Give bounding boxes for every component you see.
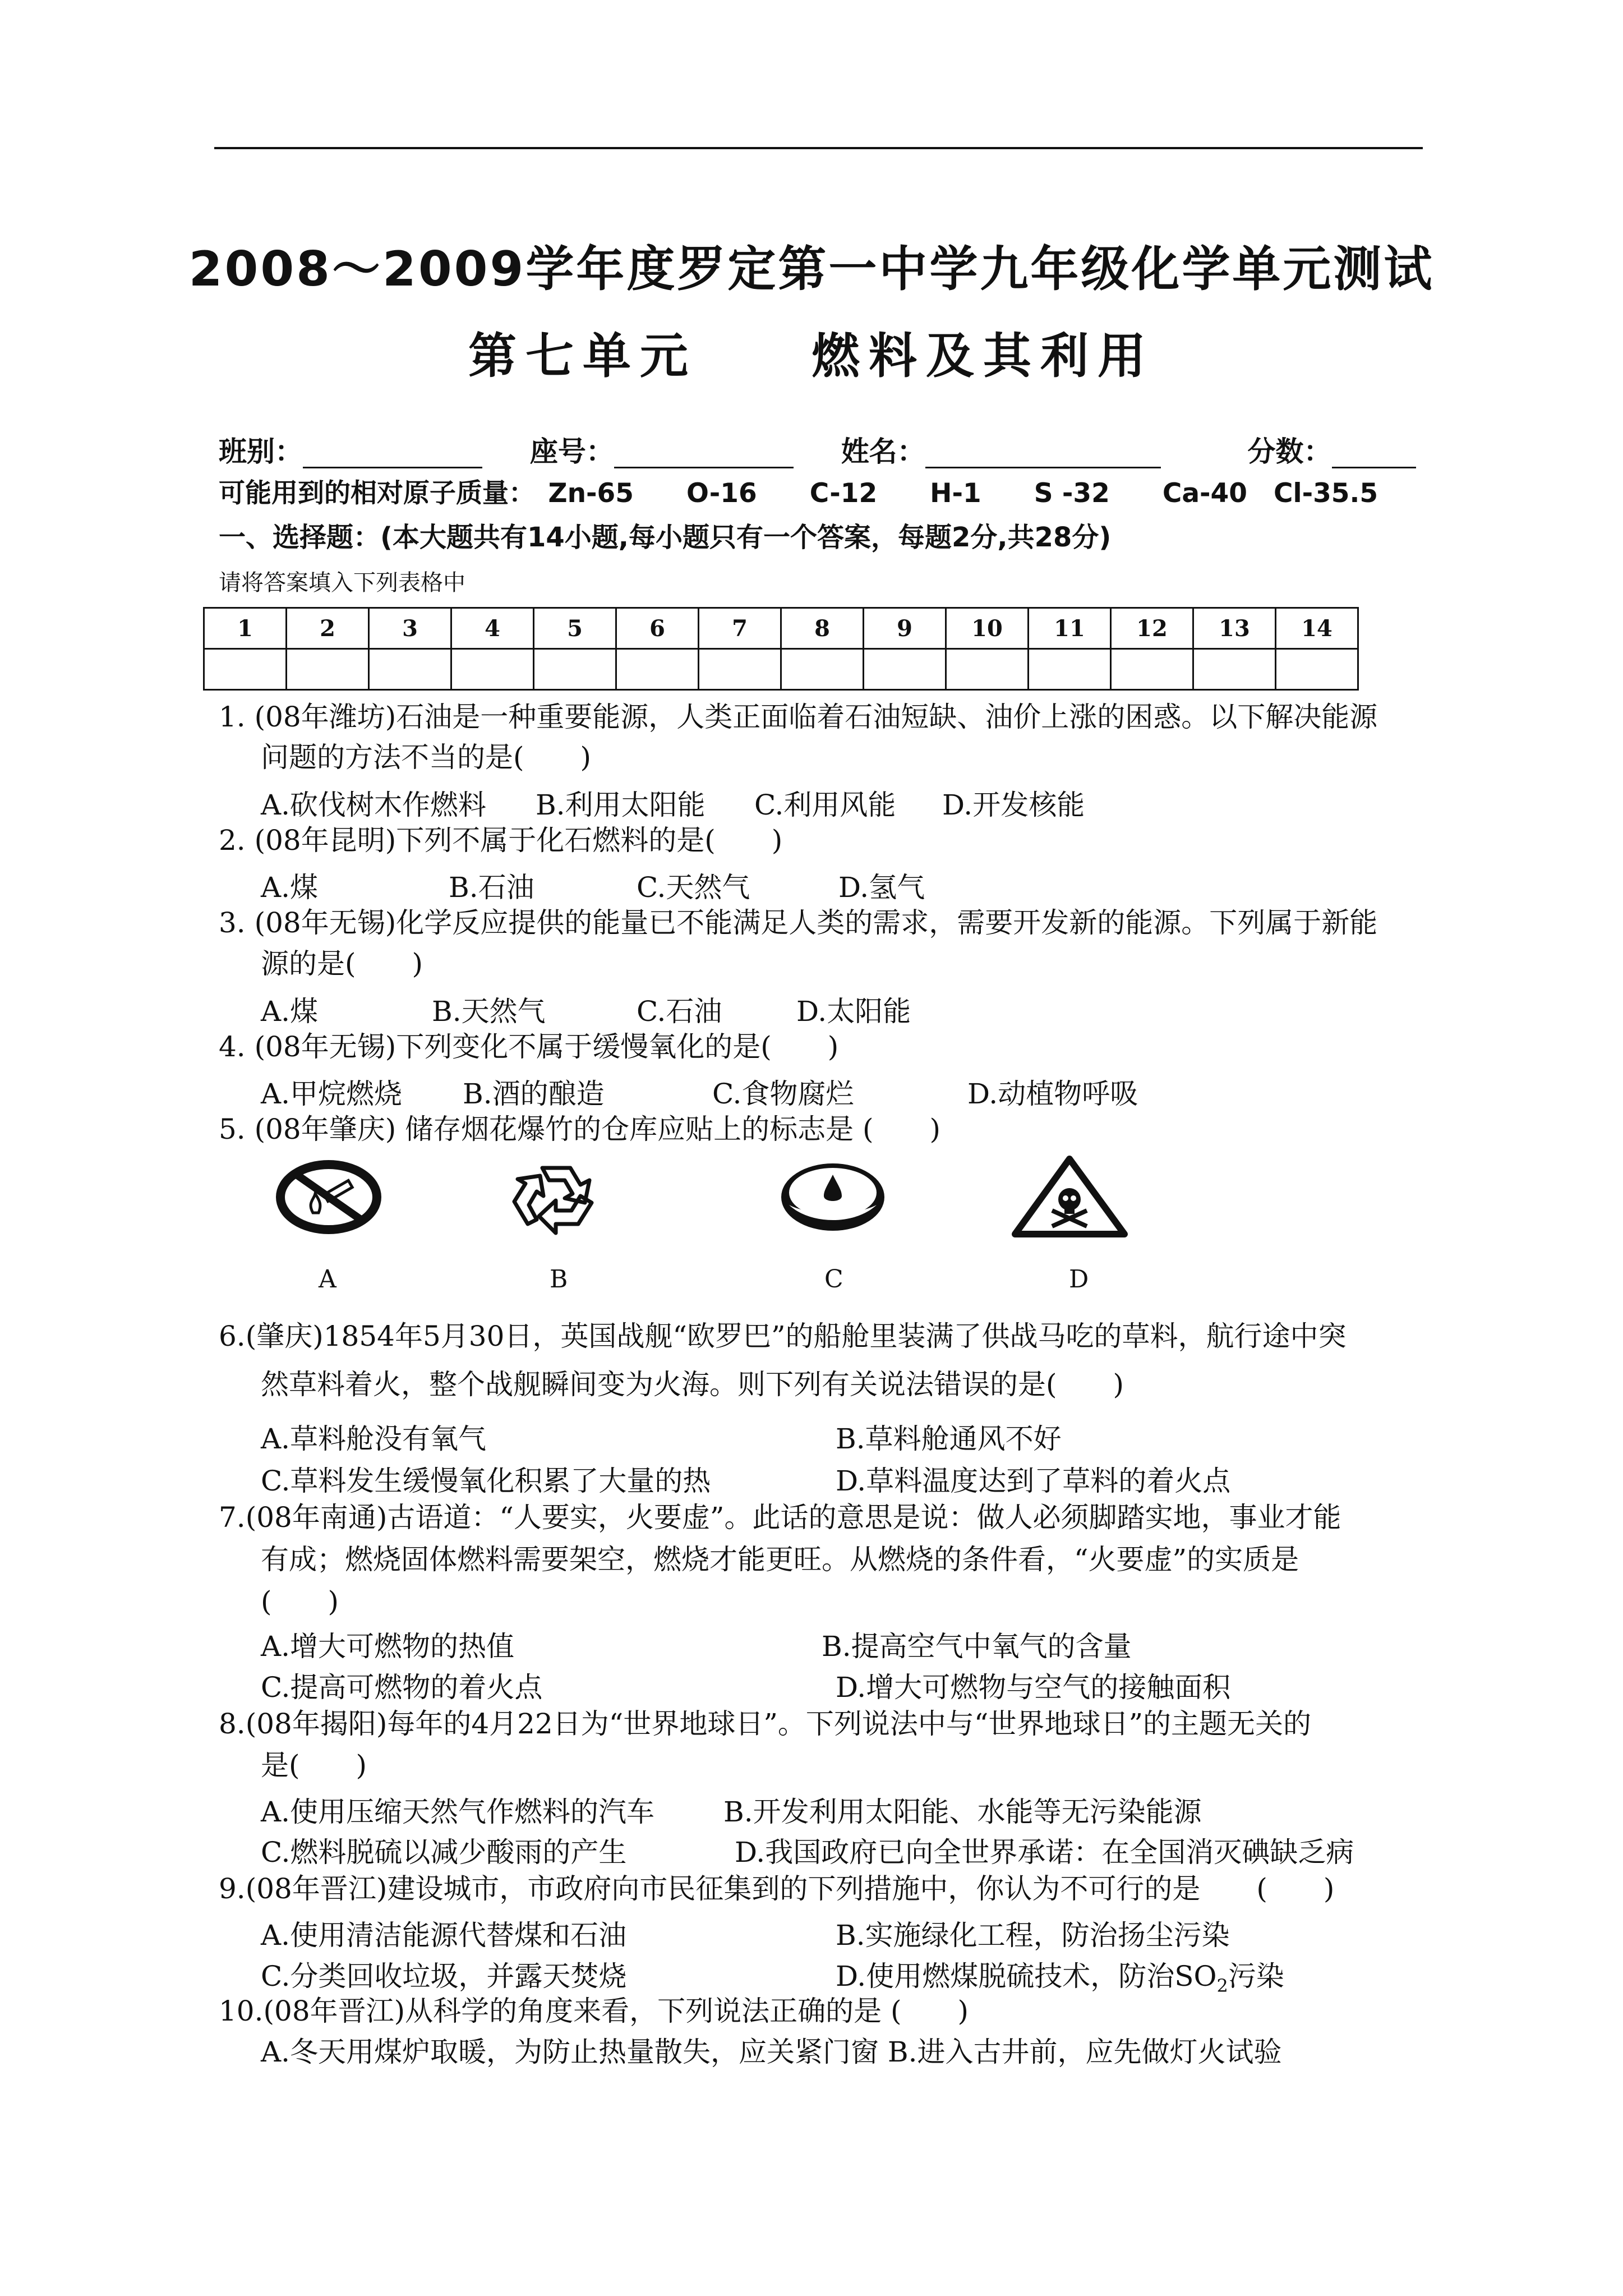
q7-option-d: D.增大可燃物与空气的接触面积 [836, 1671, 1231, 1704]
answer-header-cell: 1 [204, 608, 287, 649]
q7-stem: 7.(08年南通)古语道：“人要实，火要虚”。此话的意思是说：做人必须脚踏实地，事业才能 [219, 1501, 1341, 1534]
q1-option-c: C.利用风能 [754, 789, 896, 821]
answer-header-cell: 6 [616, 608, 699, 649]
q9-stem: 9.(08年晋江)建设城市，市政府向市民征集到的下列措施中，你认为不可行的是 ( ) [219, 1872, 1335, 1905]
answer-cell[interactable] [369, 649, 451, 690]
q2-option-b: B.石油 [449, 871, 534, 904]
seat-field[interactable] [614, 440, 794, 468]
q6-option-a: A.草料舱没有氧气 [261, 1423, 487, 1455]
q4-stem: 4. (08年无锡)下列变化不属于缓慢氧化的是( ) [219, 1030, 839, 1063]
answer-cell[interactable] [864, 649, 946, 690]
q4-option-a: A.甲烷燃烧 [261, 1078, 403, 1110]
q6-option-c: C.草料发生缓慢氧化积累了大量的热 [261, 1465, 711, 1497]
section-heading: 一、选择题：(本大题共有14小题,每小题只有一个答案，每题2分,共28分) [219, 522, 1112, 553]
answer-cell[interactable] [781, 649, 864, 690]
answer-header-cell: 4 [451, 608, 534, 649]
q7-option-b: B.提高空气中氧气的含量 [822, 1630, 1132, 1663]
student-info-row [219, 435, 1416, 468]
unit-title: 第七单元 燃料及其利用 [468, 328, 1155, 384]
q6-stem-cont: 然草料着火，整个战舰瞬间变为火海。则下列有关说法错误的是( ) [261, 1368, 1124, 1401]
score-field[interactable] [1332, 440, 1416, 468]
q10-options-line: A.冬天用煤炉取暖，为防止热量散失，应关紧门窗 B.进入古井前，应先做灯火试验 [261, 2036, 1282, 2068]
class-label: 班别： [219, 435, 303, 468]
q3-option-c: C.石油 [637, 995, 722, 1028]
q3-stem: 3. (08年无锡)化学反应提供的能量已不能满足人类的需求，需要开发新的能源。下列属于新能 [219, 907, 1378, 939]
answer-cell[interactable] [534, 649, 616, 690]
table-note: 请将答案填入下列表格中 [219, 570, 465, 596]
q2-stem: 2. (08年昆明)下列不属于化石燃料的是( ) [219, 824, 783, 857]
answer-cell[interactable] [1276, 649, 1358, 690]
q1-option-b: B.利用太阳能 [536, 789, 706, 821]
q6-stem: 6.(肇庆)1854年5月30日，英国战舰“欧罗巴”的船舱里装满了供战马吃的草料，航行途中突 [219, 1320, 1347, 1352]
q3-option-a: A.煤 [261, 995, 319, 1028]
answer-cell[interactable] [616, 649, 699, 690]
answer-cell[interactable] [699, 649, 781, 690]
q6-option-d: D.草料温度达到了草料的着火点 [836, 1465, 1231, 1497]
answer-header-cell: 9 [864, 608, 946, 649]
answer-header-cell: 3 [369, 608, 451, 649]
q2-option-a: A.煤 [261, 871, 319, 904]
q9-option-a: A.使用清洁能源代替煤和石油 [261, 1919, 627, 1952]
q5-stem: 5. (08年肇庆) 储存烟花爆竹的仓库应贴上的标志是 ( ) [219, 1113, 941, 1145]
q3-option-d: D.太阳能 [796, 995, 911, 1028]
q9-option-d-suffix: 污染 [1228, 1960, 1284, 1993]
exam-title: 2008～2009学年度罗定第一中学九年级化学单元测试 [188, 241, 1435, 297]
q9-option-d [836, 1954, 1284, 1996]
q9-option-c: C.分类回收垃圾，并露天焚烧 [261, 1960, 627, 1993]
answer-header-cell: 8 [781, 608, 864, 649]
q4-option-d: D.动植物呼吸 [967, 1078, 1138, 1110]
answer-header-row [204, 608, 1358, 649]
atomic-mass-line: 可能用到的相对原子质量： Zn-65 O-16 C-12 H-1 S -32 Ca-40 Cl-35.5 [219, 478, 1378, 509]
answer-cell[interactable] [1193, 649, 1276, 690]
answer-input-row [204, 649, 1358, 690]
q7-stem-cont2: ( ) [261, 1585, 339, 1618]
answer-table [203, 607, 1359, 691]
q5-label-b: B [550, 1265, 568, 1294]
q8-stem-cont: 是( ) [261, 1749, 367, 1782]
toxic-warning-icon [1009, 1154, 1130, 1239]
answer-cell[interactable] [946, 649, 1029, 690]
q7-stem-cont: 有成；燃烧固体燃料需要架空，燃烧才能更旺。从燃烧的条件看，“火要虚”的实质是 [261, 1543, 1299, 1576]
q7-option-a: A.增大可燃物的热值 [261, 1630, 515, 1663]
q5-label-d: D [1069, 1265, 1089, 1294]
answer-cell[interactable] [204, 649, 287, 690]
answer-cell[interactable] [287, 649, 369, 690]
answer-header-cell: 14 [1276, 608, 1358, 649]
recycle-icon [502, 1157, 614, 1238]
q9-option-d-subscript: 2 [1216, 1975, 1228, 1996]
seat-label: 座号： [529, 435, 614, 468]
name-label: 姓名： [841, 435, 925, 468]
q1-stem: 1. (08年潍坊)石油是一种重要能源，人类正面临着石油短缺、油价上涨的困惑。以下解决能源 [219, 701, 1378, 733]
answer-header-cell: 10 [946, 608, 1029, 649]
answer-cell[interactable] [1029, 649, 1111, 690]
q7-option-c: C.提高可燃物的着火点 [261, 1671, 543, 1704]
answer-header-cell: 7 [699, 608, 781, 649]
answer-cell[interactable] [1111, 649, 1193, 690]
name-field[interactable] [925, 440, 1161, 468]
q9-option-d-text: D.使用燃煤脱硫技术，防治SO [836, 1960, 1217, 1993]
q4-option-b: B.酒的酿造 [463, 1078, 605, 1110]
q5-label-a: A [319, 1265, 336, 1294]
q1-option-d: D.开发核能 [942, 789, 1085, 821]
answer-header-cell: 11 [1029, 608, 1111, 649]
answer-header-cell: 12 [1111, 608, 1193, 649]
q2-option-d: D.氢气 [838, 871, 925, 904]
q1-stem-cont: 问题的方法不当的是( ) [261, 741, 592, 774]
score-label: 分数： [1247, 435, 1332, 468]
q8-stem: 8.(08年揭阳)每年的4月22日为“世界地球日”。下列说法中与“世界地球日”的主题无关的 [219, 1708, 1312, 1740]
header-rule [214, 147, 1423, 149]
q2-option-c: C.天然气 [637, 871, 750, 904]
q1-option-a: A.砍伐树木作燃料 [261, 789, 487, 821]
q9-option-b: B.实施绿化工程，防治扬尘污染 [836, 1919, 1230, 1952]
answer-header-cell: 2 [287, 608, 369, 649]
q3-option-b: B.天然气 [432, 995, 546, 1028]
q4-option-c: C.食物腐烂 [712, 1078, 854, 1110]
answer-header-cell: 13 [1193, 608, 1276, 649]
q5-label-c: C [824, 1265, 843, 1294]
q8-option-a: A.使用压缩天然气作燃料的汽车 [261, 1796, 655, 1828]
q8-option-b: B.开发利用太阳能、水能等无污染能源 [723, 1796, 1202, 1828]
water-saving-icon [777, 1158, 889, 1236]
q8-option-c: C.燃料脱硫以减少酸雨的产生 [261, 1836, 627, 1869]
class-field[interactable] [303, 440, 482, 468]
answer-cell[interactable] [451, 649, 534, 690]
q3-stem-cont: 源的是( ) [261, 947, 423, 980]
no-fire-icon [274, 1158, 384, 1236]
q8-option-d: D.我国政府已向全世界承诺：在全国消灭碘缺乏病 [735, 1836, 1354, 1869]
q10-stem: 10.(08年晋江)从科学的角度来看，下列说法正确的是 ( ) [219, 1995, 969, 2027]
q6-option-b: B.草料舱通风不好 [836, 1423, 1062, 1455]
answer-header-cell: 5 [534, 608, 616, 649]
